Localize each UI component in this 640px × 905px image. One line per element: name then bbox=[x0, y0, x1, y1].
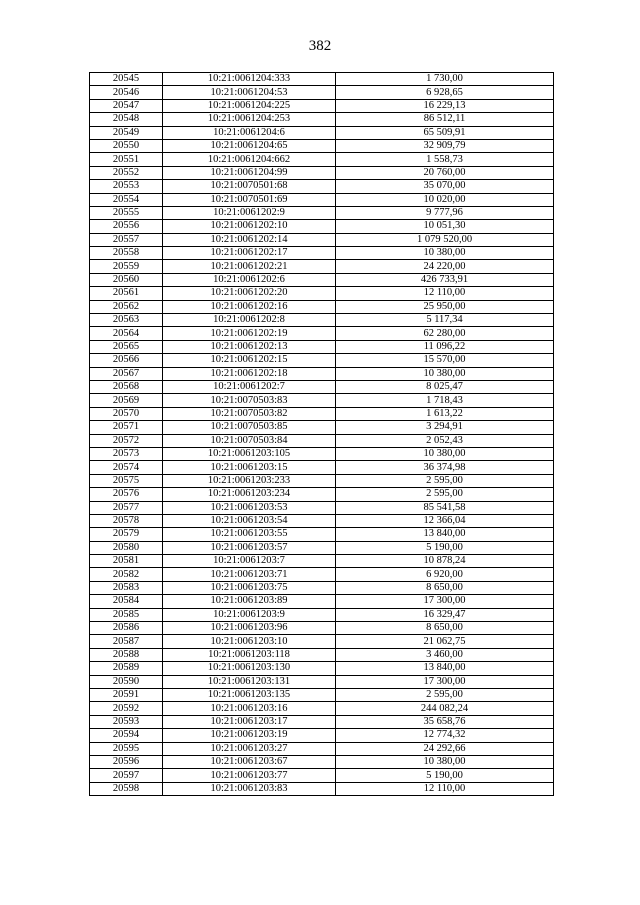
value-cell: 8 025,47 bbox=[336, 380, 554, 393]
table-row bbox=[90, 755, 554, 768]
cadastral-number-cell: 10:21:0061203:53 bbox=[163, 501, 336, 514]
row-number-cell: 20585 bbox=[90, 608, 163, 621]
row-number-cell: 20545 bbox=[90, 73, 163, 86]
row-number-cell: 20557 bbox=[90, 233, 163, 246]
table-row bbox=[90, 729, 554, 742]
row-number-cell: 20573 bbox=[90, 447, 163, 460]
cadastral-number-cell: 10:21:0061202:10 bbox=[163, 220, 336, 233]
table-row bbox=[90, 581, 554, 594]
cadastral-number-cell: 10:21:0061203:67 bbox=[163, 755, 336, 768]
cadastral-number-cell: 10:21:0061203:55 bbox=[163, 528, 336, 541]
cadastral-number-cell: 10:21:0061204:253 bbox=[163, 113, 336, 126]
row-number-cell: 20565 bbox=[90, 340, 163, 353]
row-number-cell: 20596 bbox=[90, 755, 163, 768]
row-number-cell: 20579 bbox=[90, 528, 163, 541]
cadastral-number-cell: 10:21:0061202:18 bbox=[163, 367, 336, 380]
cadastral-number-cell: 10:21:0061202:20 bbox=[163, 287, 336, 300]
row-number-cell: 20577 bbox=[90, 501, 163, 514]
cadastral-number-cell: 10:21:0061203:130 bbox=[163, 662, 336, 675]
cadastral-number-cell: 10:21:0070503:82 bbox=[163, 407, 336, 420]
row-number-cell: 20547 bbox=[90, 99, 163, 112]
value-cell: 17 300,00 bbox=[336, 595, 554, 608]
cadastral-number-cell: 10:21:0061203:75 bbox=[163, 581, 336, 594]
cadastral-number-cell: 10:21:0061203:233 bbox=[163, 474, 336, 487]
table-row bbox=[90, 139, 554, 152]
table-row bbox=[90, 233, 554, 246]
cadastral-value-table bbox=[89, 72, 554, 796]
cadastral-number-cell: 10:21:0061203:16 bbox=[163, 702, 336, 715]
row-number-cell: 20553 bbox=[90, 180, 163, 193]
cadastral-number-cell: 10:21:0061203:83 bbox=[163, 782, 336, 795]
row-number-cell: 20558 bbox=[90, 247, 163, 260]
value-cell: 11 096,22 bbox=[336, 340, 554, 353]
row-number-cell: 20583 bbox=[90, 581, 163, 594]
cadastral-number-cell: 10:21:0061202:9 bbox=[163, 206, 336, 219]
value-cell: 36 374,98 bbox=[336, 461, 554, 474]
row-number-cell: 20593 bbox=[90, 715, 163, 728]
cadastral-number-cell: 10:21:0061204:6 bbox=[163, 126, 336, 139]
value-cell: 1 079 520,00 bbox=[336, 233, 554, 246]
table-row bbox=[90, 126, 554, 139]
row-number-cell: 20551 bbox=[90, 153, 163, 166]
table-row bbox=[90, 474, 554, 487]
cadastral-number-cell: 10:21:0061204:662 bbox=[163, 153, 336, 166]
value-cell: 9 777,96 bbox=[336, 206, 554, 219]
cadastral-number-cell: 10:21:0061202:16 bbox=[163, 300, 336, 313]
value-cell: 8 650,00 bbox=[336, 622, 554, 635]
value-cell: 2 052,43 bbox=[336, 434, 554, 447]
cadastral-number-cell: 10:21:0061204:333 bbox=[163, 73, 336, 86]
value-cell: 10 380,00 bbox=[336, 447, 554, 460]
value-cell: 35 070,00 bbox=[336, 180, 554, 193]
value-cell: 12 774,32 bbox=[336, 729, 554, 742]
cadastral-number-cell: 10:21:0061203:15 bbox=[163, 461, 336, 474]
table-row bbox=[90, 635, 554, 648]
table-row bbox=[90, 113, 554, 126]
table-row bbox=[90, 380, 554, 393]
row-number-cell: 20567 bbox=[90, 367, 163, 380]
cadastral-number-cell: 10:21:0061203:89 bbox=[163, 595, 336, 608]
row-number-cell: 20589 bbox=[90, 662, 163, 675]
row-number-cell: 20595 bbox=[90, 742, 163, 755]
value-cell: 15 570,00 bbox=[336, 354, 554, 367]
row-number-cell: 20572 bbox=[90, 434, 163, 447]
cadastral-number-cell: 10:21:0061203:10 bbox=[163, 635, 336, 648]
cadastral-number-cell: 10:21:0061203:7 bbox=[163, 555, 336, 568]
value-cell: 24 292,66 bbox=[336, 742, 554, 755]
value-cell: 244 082,24 bbox=[336, 702, 554, 715]
value-cell: 3 294,91 bbox=[336, 421, 554, 434]
page-number: 382 bbox=[308, 38, 332, 54]
table-row bbox=[90, 568, 554, 581]
row-number-cell: 20588 bbox=[90, 648, 163, 661]
value-cell: 25 950,00 bbox=[336, 300, 554, 313]
row-number-cell: 20581 bbox=[90, 555, 163, 568]
table-row bbox=[90, 327, 554, 340]
table-row bbox=[90, 407, 554, 420]
row-number-cell: 20575 bbox=[90, 474, 163, 487]
cadastral-number-cell: 10:21:0061202:14 bbox=[163, 233, 336, 246]
cadastral-number-cell: 10:21:0070503:83 bbox=[163, 394, 336, 407]
cadastral-number-cell: 10:21:0061203:131 bbox=[163, 675, 336, 688]
value-cell: 16 229,13 bbox=[336, 99, 554, 112]
table-row bbox=[90, 354, 554, 367]
row-number-cell: 20578 bbox=[90, 514, 163, 527]
table-row bbox=[90, 702, 554, 715]
value-cell: 5 190,00 bbox=[336, 541, 554, 554]
table-row bbox=[90, 86, 554, 99]
row-number-cell: 20556 bbox=[90, 220, 163, 233]
table-row bbox=[90, 367, 554, 380]
value-cell: 10 380,00 bbox=[336, 755, 554, 768]
value-cell: 6 928,65 bbox=[336, 86, 554, 99]
table-row bbox=[90, 541, 554, 554]
value-cell: 3 460,00 bbox=[336, 648, 554, 661]
cadastral-number-cell: 10:21:0061203:118 bbox=[163, 648, 336, 661]
value-cell: 24 220,00 bbox=[336, 260, 554, 273]
cadastral-number-cell: 10:21:0070501:68 bbox=[163, 180, 336, 193]
value-cell: 10 051,30 bbox=[336, 220, 554, 233]
table-row bbox=[90, 608, 554, 621]
table-row bbox=[90, 73, 554, 86]
value-cell: 1 613,22 bbox=[336, 407, 554, 420]
row-number-cell: 20574 bbox=[90, 461, 163, 474]
row-number-cell: 20564 bbox=[90, 327, 163, 340]
value-cell: 6 920,00 bbox=[336, 568, 554, 581]
cadastral-number-cell: 10:21:0061203:234 bbox=[163, 488, 336, 501]
table-row bbox=[90, 501, 554, 514]
row-number-cell: 20563 bbox=[90, 314, 163, 327]
row-number-cell: 20546 bbox=[90, 86, 163, 99]
table-row bbox=[90, 434, 554, 447]
value-cell: 16 329,47 bbox=[336, 608, 554, 621]
cadastral-number-cell: 10:21:0061202:21 bbox=[163, 260, 336, 273]
cadastral-number-cell: 10:21:0061202:13 bbox=[163, 340, 336, 353]
table-row bbox=[90, 394, 554, 407]
table-row bbox=[90, 300, 554, 313]
table-row bbox=[90, 514, 554, 527]
cadastral-number-cell: 10:21:0070501:69 bbox=[163, 193, 336, 206]
row-number-cell: 20580 bbox=[90, 541, 163, 554]
row-number-cell: 20584 bbox=[90, 595, 163, 608]
table-row bbox=[90, 488, 554, 501]
table-row bbox=[90, 595, 554, 608]
value-cell: 2 595,00 bbox=[336, 488, 554, 501]
value-cell: 2 595,00 bbox=[336, 474, 554, 487]
cadastral-number-cell: 10:21:0061203:54 bbox=[163, 514, 336, 527]
table-row bbox=[90, 782, 554, 795]
value-cell: 10 878,24 bbox=[336, 555, 554, 568]
cadastral-number-cell: 10:21:0070503:85 bbox=[163, 421, 336, 434]
value-cell: 10 020,00 bbox=[336, 193, 554, 206]
cadastral-number-cell: 10:21:0061204:53 bbox=[163, 86, 336, 99]
value-cell: 32 909,79 bbox=[336, 139, 554, 152]
row-number-cell: 20586 bbox=[90, 622, 163, 635]
table-row bbox=[90, 742, 554, 755]
table-row bbox=[90, 715, 554, 728]
value-cell: 1 730,00 bbox=[336, 73, 554, 86]
table-row bbox=[90, 421, 554, 434]
cadastral-number-cell: 10:21:0061204:65 bbox=[163, 139, 336, 152]
value-cell: 2 595,00 bbox=[336, 688, 554, 701]
table-row bbox=[90, 193, 554, 206]
table-row bbox=[90, 273, 554, 286]
cadastral-number-cell: 10:21:0061202:15 bbox=[163, 354, 336, 367]
row-number-cell: 20555 bbox=[90, 206, 163, 219]
row-number-cell: 20566 bbox=[90, 354, 163, 367]
table-row bbox=[90, 166, 554, 179]
row-number-cell: 20594 bbox=[90, 729, 163, 742]
cadastral-number-cell: 10:21:0061204:225 bbox=[163, 99, 336, 112]
row-number-cell: 20598 bbox=[90, 782, 163, 795]
cadastral-number-cell: 10:21:0061203:9 bbox=[163, 608, 336, 621]
value-cell: 1 558,73 bbox=[336, 153, 554, 166]
cadastral-number-cell: 10:21:0061203:19 bbox=[163, 729, 336, 742]
cadastral-number-cell: 10:21:0061203:57 bbox=[163, 541, 336, 554]
table-row bbox=[90, 461, 554, 474]
cadastral-number-cell: 10:21:0061204:99 bbox=[163, 166, 336, 179]
row-number-cell: 20561 bbox=[90, 287, 163, 300]
table-row bbox=[90, 648, 554, 661]
value-cell: 12 110,00 bbox=[336, 287, 554, 300]
table-row bbox=[90, 662, 554, 675]
row-number-cell: 20548 bbox=[90, 113, 163, 126]
row-number-cell: 20597 bbox=[90, 769, 163, 782]
cadastral-number-cell: 10:21:0061203:135 bbox=[163, 688, 336, 701]
row-number-cell: 20587 bbox=[90, 635, 163, 648]
table-row bbox=[90, 528, 554, 541]
value-cell: 35 658,76 bbox=[336, 715, 554, 728]
cadastral-number-cell: 10:21:0061202:8 bbox=[163, 314, 336, 327]
value-cell: 1 718,43 bbox=[336, 394, 554, 407]
cadastral-number-cell: 10:21:0061202:17 bbox=[163, 247, 336, 260]
value-cell: 10 380,00 bbox=[336, 247, 554, 260]
value-cell: 5 117,34 bbox=[336, 314, 554, 327]
table-row bbox=[90, 260, 554, 273]
table-row bbox=[90, 314, 554, 327]
row-number-cell: 20591 bbox=[90, 688, 163, 701]
row-number-cell: 20552 bbox=[90, 166, 163, 179]
table-row bbox=[90, 688, 554, 701]
table-row bbox=[90, 206, 554, 219]
value-cell: 65 509,91 bbox=[336, 126, 554, 139]
value-cell: 13 840,00 bbox=[336, 528, 554, 541]
table-row bbox=[90, 153, 554, 166]
value-cell: 62 280,00 bbox=[336, 327, 554, 340]
cadastral-number-cell: 10:21:0061202:6 bbox=[163, 273, 336, 286]
value-cell: 86 512,11 bbox=[336, 113, 554, 126]
row-number-cell: 20571 bbox=[90, 421, 163, 434]
table-row bbox=[90, 247, 554, 260]
cadastral-number-cell: 10:21:0070503:84 bbox=[163, 434, 336, 447]
table-body bbox=[90, 73, 554, 796]
row-number-cell: 20568 bbox=[90, 380, 163, 393]
value-cell: 12 366,04 bbox=[336, 514, 554, 527]
value-cell: 5 190,00 bbox=[336, 769, 554, 782]
cadastral-number-cell: 10:21:0061203:96 bbox=[163, 622, 336, 635]
table-row bbox=[90, 180, 554, 193]
value-cell: 8 650,00 bbox=[336, 581, 554, 594]
row-number-cell: 20550 bbox=[90, 139, 163, 152]
row-number-cell: 20569 bbox=[90, 394, 163, 407]
value-cell: 85 541,58 bbox=[336, 501, 554, 514]
row-number-cell: 20582 bbox=[90, 568, 163, 581]
cadastral-number-cell: 10:21:0061203:27 bbox=[163, 742, 336, 755]
table-row bbox=[90, 675, 554, 688]
value-cell: 10 380,00 bbox=[336, 367, 554, 380]
row-number-cell: 20590 bbox=[90, 675, 163, 688]
row-number-cell: 20592 bbox=[90, 702, 163, 715]
table-row bbox=[90, 622, 554, 635]
cadastral-number-cell: 10:21:0061203:71 bbox=[163, 568, 336, 581]
table-row bbox=[90, 99, 554, 112]
table-row bbox=[90, 340, 554, 353]
table-row bbox=[90, 555, 554, 568]
row-number-cell: 20576 bbox=[90, 488, 163, 501]
value-cell: 13 840,00 bbox=[336, 662, 554, 675]
table-row bbox=[90, 287, 554, 300]
row-number-cell: 20554 bbox=[90, 193, 163, 206]
table-row bbox=[90, 769, 554, 782]
cadastral-number-cell: 10:21:0061202:19 bbox=[163, 327, 336, 340]
value-cell: 20 760,00 bbox=[336, 166, 554, 179]
value-cell: 426 733,91 bbox=[336, 273, 554, 286]
cadastral-number-cell: 10:21:0061203:77 bbox=[163, 769, 336, 782]
table-row bbox=[90, 447, 554, 460]
row-number-cell: 20570 bbox=[90, 407, 163, 420]
cadastral-number-cell: 10:21:0061202:7 bbox=[163, 380, 336, 393]
value-cell: 21 062,75 bbox=[336, 635, 554, 648]
value-cell: 17 300,00 bbox=[336, 675, 554, 688]
cadastral-number-cell: 10:21:0061203:105 bbox=[163, 447, 336, 460]
cadastral-number-cell: 10:21:0061203:17 bbox=[163, 715, 336, 728]
row-number-cell: 20562 bbox=[90, 300, 163, 313]
table-row bbox=[90, 220, 554, 233]
row-number-cell: 20549 bbox=[90, 126, 163, 139]
value-cell: 12 110,00 bbox=[336, 782, 554, 795]
row-number-cell: 20559 bbox=[90, 260, 163, 273]
row-number-cell: 20560 bbox=[90, 273, 163, 286]
